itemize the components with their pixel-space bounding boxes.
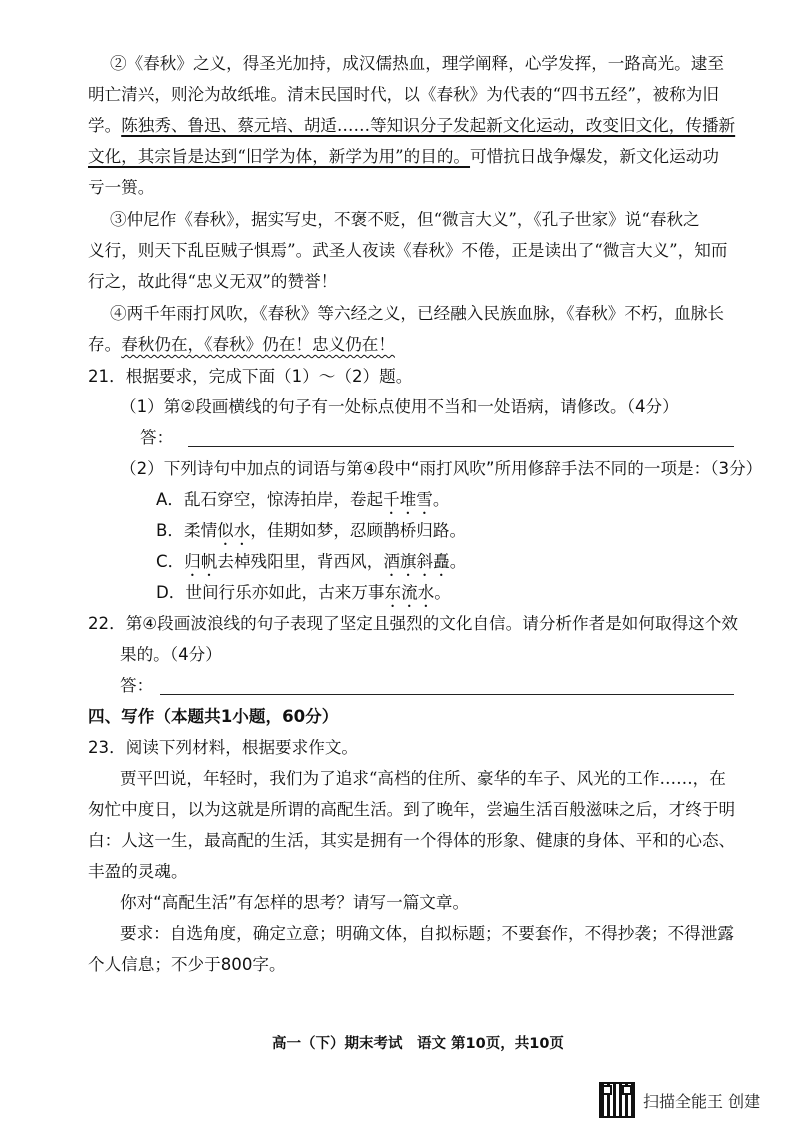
- q21-option-c: [156, 551, 466, 580]
- section4-title: 四、写作（本题共1小题，60分）: [88, 707, 339, 726]
- para2-underlined-part2: 文化，其宗旨是达到“旧学为体，新学为用”的目的。: [88, 147, 471, 166]
- writing-prompt: 你对“高配生活”有怎样的思考？请写一篇文章。: [120, 893, 470, 912]
- para3-line3: 行之，故此得“忠义无双”的赞誉！: [88, 272, 338, 291]
- option-c-prefix: C．: [156, 552, 185, 571]
- para3-line2: 义行，则天下乱臣贼子惧焉”。武圣人夜读《春秋》不倦，正是读出了“微言大义”，知而: [88, 241, 728, 260]
- option-b-prefix: B．柔情: [156, 521, 218, 540]
- material-line4: 丰盈的灵魂。: [88, 862, 188, 881]
- option-c-suffix: 。: [449, 552, 467, 571]
- option-b-suffix: ，佳期如梦，忍顾鹊桥归路。: [250, 521, 467, 540]
- q21-sub2: （2）下列诗句中加点的词语与第④段中“雨打风吹”所用修辞手法不同的一项是：（3分）: [120, 459, 763, 478]
- q21-sub1: （1）第②段画横线的句子有一处标点使用不当和一处语病，请修改。（4分）: [120, 397, 679, 416]
- q23-stem: 23．阅读下列材料，根据要求作文。: [88, 738, 359, 757]
- para2-underlined-part1: 陈独秀、鲁迅、蔡元培、胡适……等知识分子发起新文化运动，改变旧文化，传播新: [121, 116, 736, 135]
- option-c-dotted-2: 酒旗斜矗: [383, 552, 450, 571]
- option-d-dotted: 东流水: [384, 583, 435, 602]
- para4-wavy-sentence: 春秋仍在，《春秋》仍在！忠义仍在！: [121, 335, 395, 354]
- q21-option-a: [156, 489, 449, 518]
- material-line2: 匆忙中度日，以为这就是所谓的高配生活。到了晚年，尝遍生活百般滋味之后，才终于明: [88, 800, 736, 819]
- para2-line1: ②《春秋》之义，得圣光加持，成汉儒热血，理学阐释，心学发挥，一路高光。逮至: [110, 54, 724, 73]
- scanner-watermark: [599, 1082, 760, 1118]
- option-c-mid: 去棹残阳里，背西风，: [217, 552, 384, 571]
- para2-line4: [88, 146, 719, 168]
- q21-sub1-answer-line[interactable]: [188, 446, 734, 447]
- material-line3: 白：人这一生，最高配的生活，其实是拥有一个得体的形象、健康的身体、平和的心态、: [88, 831, 736, 850]
- q22-line2: 果的。（4分）: [120, 645, 222, 664]
- para2-line3: [88, 115, 735, 137]
- option-a-dotted: 千堆雪: [383, 490, 433, 509]
- writing-requirements-line1: 要求：自选角度，确定立意；明确文体，自拟标题；不要套作，不得抄袭；不得泄露: [120, 924, 734, 943]
- para4-line1: ④两千年雨打风吹，《春秋》等六经之义，已经融入民族血脉，《春秋》不朽，血脉长: [110, 304, 724, 323]
- q22-line1: 22．第④段画波浪线的句子表现了坚定且强烈的文化自信。请分析作者是如何取得这个效: [88, 614, 738, 633]
- q22-answer-line[interactable]: [160, 694, 734, 695]
- option-d-prefix: D．世间行乐亦如此，古来万事: [156, 583, 385, 602]
- para3-line1: ③仲尼作《春秋》，据实写史，不褒不贬，但“微言大义”，《孔子世家》说“春秋之: [110, 210, 700, 229]
- q21-sub1-answer-label: 答：: [140, 428, 174, 447]
- q21-option-d: [156, 582, 451, 611]
- material-line1: 贾平凹说，年轻时，我们为了追求“高档的住所、豪华的车子、风光的工作……，在: [120, 769, 726, 788]
- option-a-suffix: 。: [432, 490, 450, 509]
- para4-line2-plain: 存。: [88, 335, 122, 354]
- scanner-brand-text: 扫描全能王 创建: [643, 1091, 761, 1111]
- q22-answer-label: 答：: [120, 676, 154, 695]
- writing-requirements-line2: 个人信息；不少于800字。: [88, 955, 286, 974]
- option-b-dotted: 似水: [217, 521, 251, 540]
- q21-option-b: [156, 520, 466, 549]
- option-c-dotted-1: 归帆: [184, 552, 218, 571]
- qr-code-icon: [599, 1082, 635, 1118]
- q21-stem: 21．根据要求，完成下面（1）～（2）题。: [88, 367, 413, 386]
- option-a-prefix: A．乱石穿空，惊涛拍岸，卷起: [156, 490, 384, 509]
- option-d-suffix: 。: [434, 583, 451, 602]
- page-footer: 高一（下）期末考试 语文 第10页，共10页: [272, 1036, 564, 1052]
- para4-line2: [88, 334, 395, 356]
- para2-line3-plain: 学。: [88, 116, 122, 135]
- para2-line2: 明亡清兴，则沦为故纸堆。清末民国时代，以《春秋》为代表的“四书五经”，被称为旧: [88, 85, 719, 104]
- para2-line5: 亏一篑。: [88, 178, 155, 197]
- para2-line4-plain: 可惜抗日战争爆发，新文化运动功: [470, 147, 719, 166]
